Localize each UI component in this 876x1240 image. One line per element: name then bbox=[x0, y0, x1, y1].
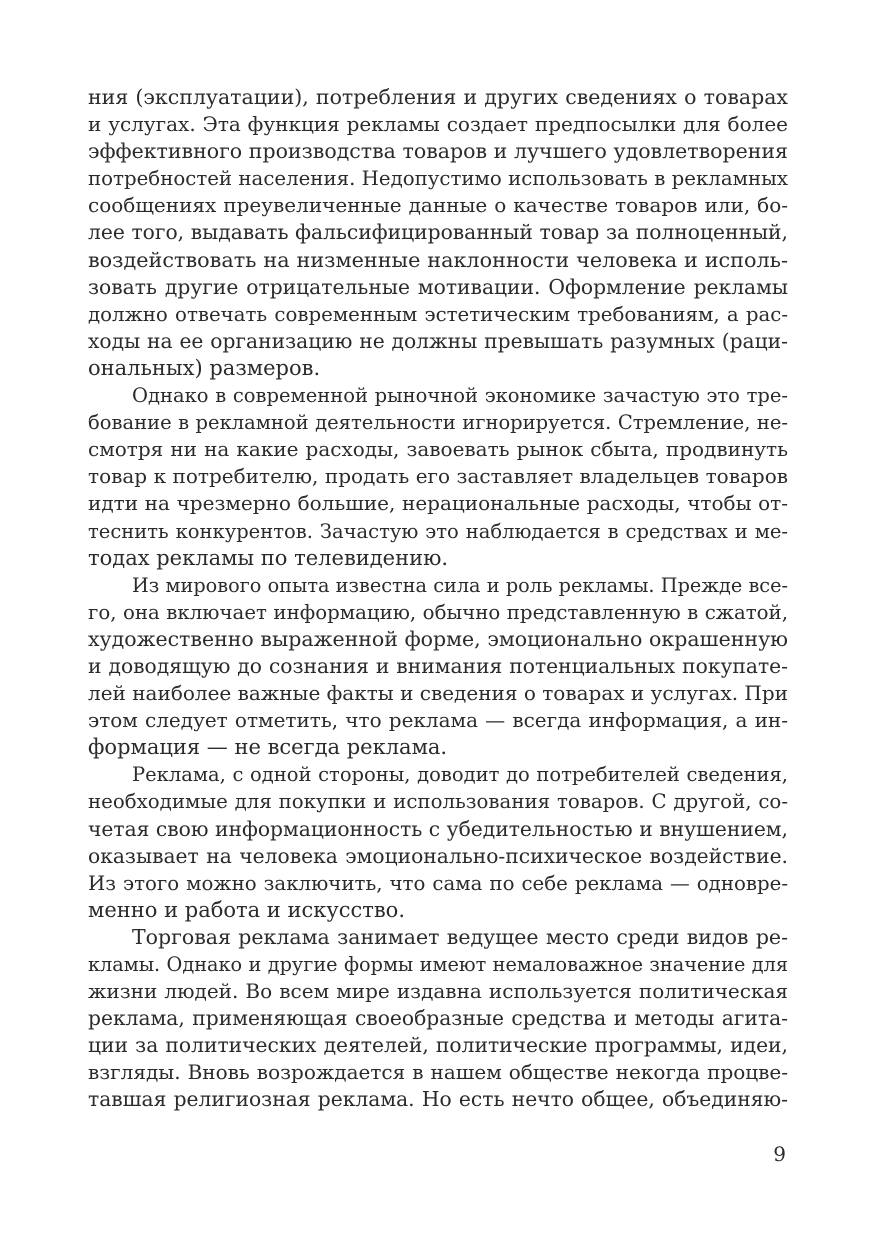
text-line: товар к потребителю, продать его заставляет владельцев товаров bbox=[88, 464, 788, 489]
text-line: кламы. Однако и другие формы имеют немаловажное значение для bbox=[88, 953, 788, 976]
text-line: формация — не всегда реклама. bbox=[88, 735, 448, 760]
text-line: зовать другие отрицательные мотивации. Оформление рекламы bbox=[88, 274, 788, 299]
text-line: должно отвечать современным эстетическим требованиям, а рас- bbox=[88, 302, 788, 326]
text-line: потребностей населения. Недопустимо использовать в рекламных bbox=[88, 167, 788, 191]
text-line: менно и работа и искусство. bbox=[88, 897, 405, 922]
text-line: Реклама, с одной стороны, доводит до потребителей сведения, bbox=[132, 763, 788, 787]
text-line: воздействовать на низменные наклонности человека и исполь- bbox=[88, 247, 788, 272]
text-line: го, она включает информацию, обычно представленную в сжатой, bbox=[88, 600, 788, 624]
text-line: ния (эксплуатации), потребления и других сведениях о товарах bbox=[88, 85, 788, 109]
text-line: ональных) размеров. bbox=[88, 355, 321, 380]
page-number: 9 bbox=[773, 1142, 786, 1166]
text-line: четая свою информационность с убедительностью и внушением, bbox=[88, 816, 788, 841]
text-line: смотря ни на какие расходы, завоевать рынок сбыта, продвинуть bbox=[88, 437, 788, 462]
text-line: тодах рекламы по телевидению. bbox=[88, 545, 449, 570]
text-line: и доводящую до сознания и внимания потенциальных покупате- bbox=[88, 653, 788, 678]
text-line: Однако в современной рыночной экономике зачастую это тре- bbox=[132, 384, 788, 408]
text-line: оказывает на человека эмоционально-психическое воздействие. bbox=[88, 843, 788, 868]
text-line: Из мирового опыта известна сила и роль рекламы. Прежде все- bbox=[132, 573, 788, 597]
text-line: лей наиболее важные факты и сведения о товарах и услугах. При bbox=[88, 681, 788, 706]
text-line: лее того, выдавать фальсифицированный товар за полноценный, bbox=[88, 220, 788, 245]
text-line: реклама, применяющая своеобразные средства и методы агита- bbox=[88, 1006, 788, 1031]
text-line: художественно выраженной форме, эмоционально окрашенную bbox=[88, 626, 788, 651]
text-line: ции за политических деятелей, политические программы, идеи, bbox=[88, 1033, 788, 1058]
text-line: тавшая религиозная реклама. Но есть нечто общее, объединяю- bbox=[88, 1087, 788, 1112]
text-line: взгляды. Вновь возрождается в нашем обществе некогда процве- bbox=[88, 1060, 788, 1085]
text-line: Торговая реклама занимает ведущее место среди видов ре- bbox=[132, 924, 788, 949]
text-line: необходимые для покупки и использования товаров. С другой, со- bbox=[88, 790, 788, 814]
text-line: и услугах. Эта функция рекламы создает предпосылки для более bbox=[88, 112, 788, 137]
text-line: бование в рекламной деятельности игнорируется. Стремление, не- bbox=[88, 411, 788, 435]
text-line: ходы на ее организацию не должны превышать разумных (раци- bbox=[88, 328, 788, 353]
text-line: эффективного производства товаров и лучшего удовлетворения bbox=[88, 139, 788, 164]
text-line: этом следует отметить, что реклама — всегда информация, а ин- bbox=[88, 708, 788, 733]
text-line: Из этого можно заключить, что сама по себе реклама — одновре- bbox=[88, 871, 788, 895]
text-line: сообщениях преувеличенные данные о качестве товаров или, бо- bbox=[88, 193, 788, 218]
text-line: теснить конкурентов. Зачастую это наблюдается в средствах и ме- bbox=[88, 519, 788, 543]
body-text bbox=[88, 84, 788, 1114]
text-line: идти на чрезмерно большие, нерациональные расходы, чтобы от- bbox=[88, 491, 788, 516]
text-line: жизни людей. Во всем мире издавна используется политическая bbox=[88, 979, 788, 1004]
